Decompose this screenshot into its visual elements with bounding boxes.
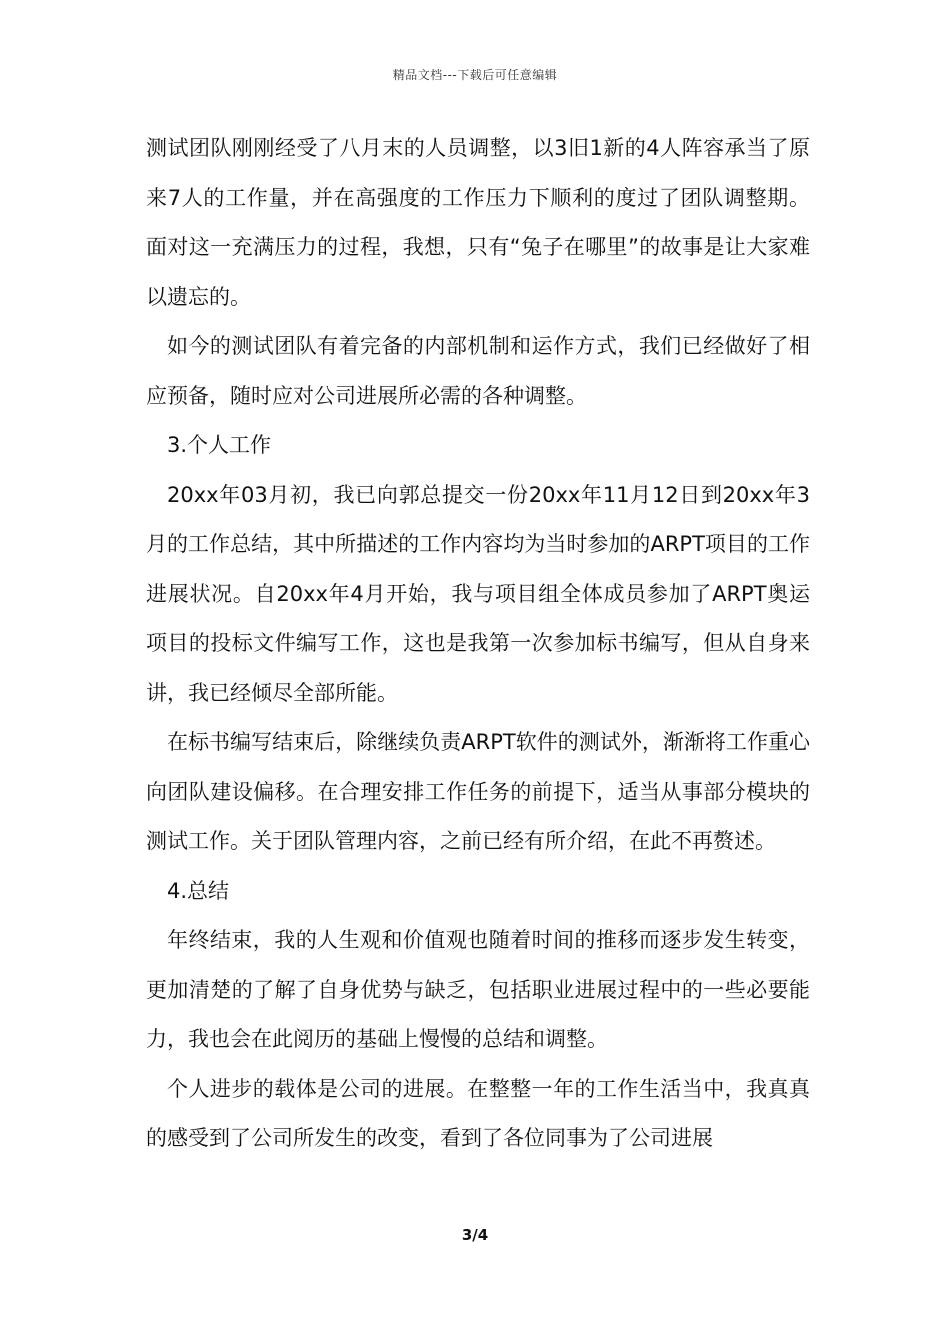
paragraph-work-summary: 20xx年03月初，我已向郭总提交一份20xx年11月12日到20xx年3月的工作总结，其中所描述的工作内容均为当时参加的ARPT项目的工作进展状况。自20xx年4月开始，我与项目组全体成员参加了ARPT奥运项目的投标文件编写工作，这也是我第一次参加标书编写，但从自身来讲，我已经倾尽全部所能。 (146, 482, 810, 705)
document-body (146, 124, 810, 1164)
section-heading-summary: 4.总结 (167, 878, 230, 903)
paragraph-team-mechanism: 如今的测试团队有着完备的内部机制和运作方式，我们已经做好了相应预备，随时应对公司进展所必需的各种调整。 (146, 334, 810, 408)
paragraph-personal-progress: 个人进步的载体是公司的进展。在整整一年的工作生活当中，我真真的感受到了公司所发生的改变，看到了各位同事为了公司进展 (146, 1076, 810, 1150)
paragraph-year-end: 年终结束，我的人生观和价值观也随着时间的推移而逐步发生转变，更加清楚的了解了自身优势与缺乏，包括职业进展过程中的一些必要能力，我也会在此阅历的基础上慢慢的总结和调整。 (146, 928, 810, 1051)
paragraph-team-building: 在标书编写结束后，除继续负责ARPT软件的测试外，渐渐将工作重心向团队建设偏移。在合理安排工作任务的前提下，适当从事部分模块的测试工作。关于团队管理内容，之前已经有所介绍，在此不再赘述。 (146, 730, 810, 853)
paragraph-team-adjustment: 测试团队刚刚经受了八月末的人员调整，以3旧1新的4人阵容承当了原来7人的工作量，并在高强度的工作压力下顺利的度过了团队调整期。面对这一充满压力的过程，我想，只有“兔子在哪里”的故事是让大家难以遗忘的。 (146, 136, 810, 309)
section-heading-personal-work: 3.个人工作 (167, 433, 272, 457)
page-header: 精品文档---下载后可任意编辑 (392, 68, 558, 82)
page-number: 3/4 (461, 1226, 489, 1244)
